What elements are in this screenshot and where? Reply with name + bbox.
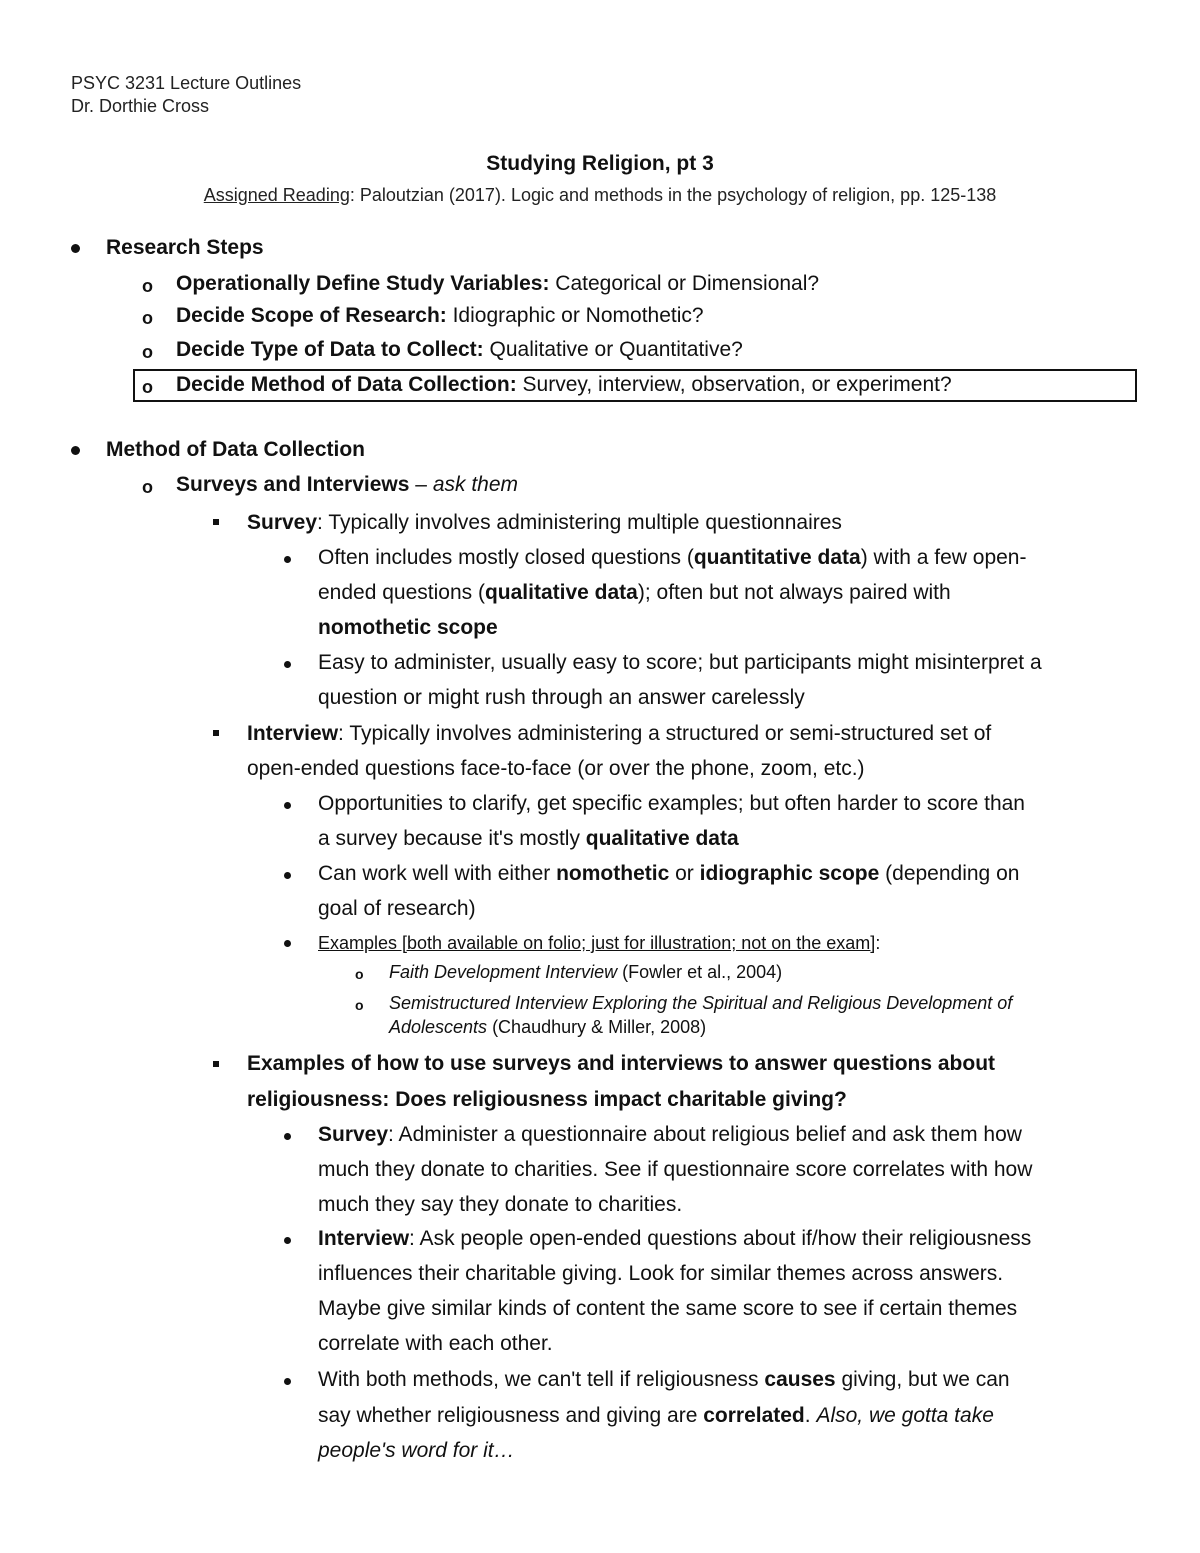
text: ) with a few open-	[860, 546, 1027, 569]
bullet-icon	[284, 661, 291, 668]
step-text: Qualitative or Quantitative?	[483, 338, 743, 361]
example-interview-line	[318, 1227, 1031, 1251]
research-steps-heading: Research Steps	[106, 236, 264, 259]
example-interview-line: influences their charitable giving. Look for similar themes across answers.	[318, 1262, 1004, 1285]
step-text: Categorical or Dimensional?	[549, 272, 820, 295]
assigned-reading	[0, 185, 1200, 206]
example-interview-line: Maybe give similar kinds of content the same score to see if certain themes	[318, 1297, 1018, 1320]
bullet-icon	[284, 802, 291, 809]
text: :	[875, 933, 881, 953]
step-label: Decide Type of Data to Collect:	[176, 338, 484, 361]
example-citation: (Chaudhury & Miller, 2008)	[487, 1017, 707, 1037]
step-label: Operationally Define Study Variables:	[176, 272, 550, 295]
conclusion-line: people's word for it…	[318, 1439, 515, 1462]
circle-bullet-icon: o	[355, 997, 364, 1013]
text: giving, but we can	[835, 1368, 1010, 1391]
conclusion-line	[318, 1368, 1010, 1392]
survey-point-line: Easy to administer, usually easy to score; but participants might misinterpret a	[318, 651, 1042, 674]
bullet-icon	[284, 1237, 291, 1244]
example-survey-line: much they donate to charities. See if questionnaire score correlates with how	[318, 1158, 1033, 1181]
bold-text: qualitative data	[484, 581, 638, 604]
bullet-icon	[284, 1378, 291, 1385]
conclusion-line	[318, 1404, 994, 1428]
italic-text: Also, we gotta take	[816, 1404, 994, 1427]
example-item	[389, 962, 782, 983]
bullet-icon	[284, 556, 291, 563]
bold-text: correlated	[703, 1404, 805, 1427]
example-item	[389, 1017, 706, 1038]
text: (depending on	[879, 862, 1020, 885]
bold-text: qualitative data	[585, 827, 739, 850]
interview-point-line	[318, 862, 1019, 886]
survey-point-line: nomothetic scope	[318, 616, 498, 639]
bullet-icon	[71, 446, 80, 455]
examples-heading: religiousness: Does religiousness impact charitable giving?	[247, 1088, 847, 1111]
sub-bold: Surveys and Interviews	[176, 473, 410, 496]
text: .	[804, 1404, 817, 1427]
text: or	[669, 862, 700, 885]
text: : Administer a questionnaire about religious belief and ask them how	[388, 1123, 1022, 1146]
text: With both methods, we can't tell if religiousness	[318, 1368, 765, 1391]
bold-text: causes	[764, 1368, 836, 1391]
example-title: Adolescents	[389, 1017, 488, 1037]
text: a survey because it's mostly	[318, 827, 586, 850]
circle-bullet-icon: o	[142, 276, 153, 296]
step-label: Decide Scope of Research:	[176, 304, 447, 327]
interview-text: : Typically involves administering a structured or semi-structured set of	[338, 722, 992, 745]
reading-text: : Paloutzian (2017). Logic and methods in the psychology of religion, pp. 125-138	[349, 185, 997, 205]
surveys-interviews-subheading	[176, 473, 518, 497]
examples-heading: Examples of how to use surveys and interviews to answer questions about	[247, 1052, 996, 1075]
interview-item	[247, 722, 991, 746]
example-citation: (Fowler et al., 2004)	[617, 962, 783, 982]
step-text: Survey, interview, observation, or experiment?	[516, 373, 952, 396]
survey-point-line	[318, 546, 1026, 570]
text: say whether religiousness and giving are	[318, 1404, 704, 1427]
survey-point-line: question or might rush through an answer carelessly	[318, 686, 805, 709]
sub-italic: ask them	[432, 473, 519, 496]
interview-point-line: Opportunities to clarify, get specific examples; but often harder to score than	[318, 792, 1025, 815]
square-bullet-icon	[213, 730, 219, 736]
circle-bullet-icon: o	[142, 342, 153, 362]
step-text: Idiographic or Nomothetic?	[446, 304, 704, 327]
step-label: Decide Method of Data Collection:	[176, 373, 517, 396]
text: ); often but not always paired with	[637, 581, 951, 604]
bullet-icon	[284, 1133, 291, 1140]
bullet-icon	[284, 872, 291, 879]
circle-bullet-icon: o	[142, 308, 153, 328]
author-name: Dr. Dorthie Cross	[71, 96, 210, 116]
survey-item	[247, 511, 842, 535]
reading-label: Assigned Reading	[203, 185, 350, 205]
sub-dash: –	[409, 473, 433, 496]
square-bullet-icon	[213, 519, 219, 525]
page-title: Studying Religion, pt 3	[486, 152, 714, 175]
step-item	[176, 304, 704, 328]
text: Often includes mostly closed questions (	[318, 546, 694, 569]
text: Can work well with either	[318, 862, 557, 885]
interview-point-line: goal of research)	[318, 897, 476, 920]
text: : Ask people open-ended questions about if/how their religiousness	[409, 1227, 1032, 1250]
examples-label: Examples [both available on folio; just for illustration; not on the exam]	[318, 933, 876, 953]
circle-bullet-icon: o	[142, 377, 153, 397]
survey-text: : Typically involves administering multiple questionnaires	[317, 511, 842, 534]
step-item	[176, 272, 819, 296]
bold-text: Survey	[318, 1123, 389, 1146]
interview-label: Interview	[247, 722, 339, 745]
circle-bullet-icon: o	[142, 477, 153, 497]
step-item	[176, 373, 952, 397]
example-title: Faith Development Interview	[389, 962, 618, 982]
survey-point-line	[318, 581, 951, 605]
interview-text-line: open-ended questions face-to-face (or over the phone, zoom, etc.)	[247, 757, 865, 780]
method-heading: Method of Data Collection	[106, 438, 365, 461]
bold-text: idiographic scope	[699, 862, 880, 885]
step-item	[176, 338, 743, 362]
example-survey-line: much they say they donate to charities.	[318, 1193, 683, 1216]
example-item: Semistructured Interview Exploring the Spiritual and Religious Development of	[389, 993, 1013, 1013]
examples-line	[318, 933, 880, 954]
bold-text: Interview	[318, 1227, 410, 1250]
interview-point-line	[318, 827, 739, 851]
bold-text: quantitative data	[693, 546, 861, 569]
text: ended questions (	[318, 581, 485, 604]
example-survey-line	[318, 1123, 1022, 1147]
bullet-icon	[71, 244, 80, 253]
circle-bullet-icon: o	[355, 966, 364, 982]
course-title: PSYC 3231 Lecture Outlines	[71, 73, 302, 93]
bold-text: nomothetic	[556, 862, 670, 885]
survey-label: Survey	[247, 511, 318, 534]
example-interview-line: correlate with each other.	[318, 1332, 553, 1355]
square-bullet-icon	[213, 1061, 219, 1067]
bullet-icon	[284, 940, 291, 947]
